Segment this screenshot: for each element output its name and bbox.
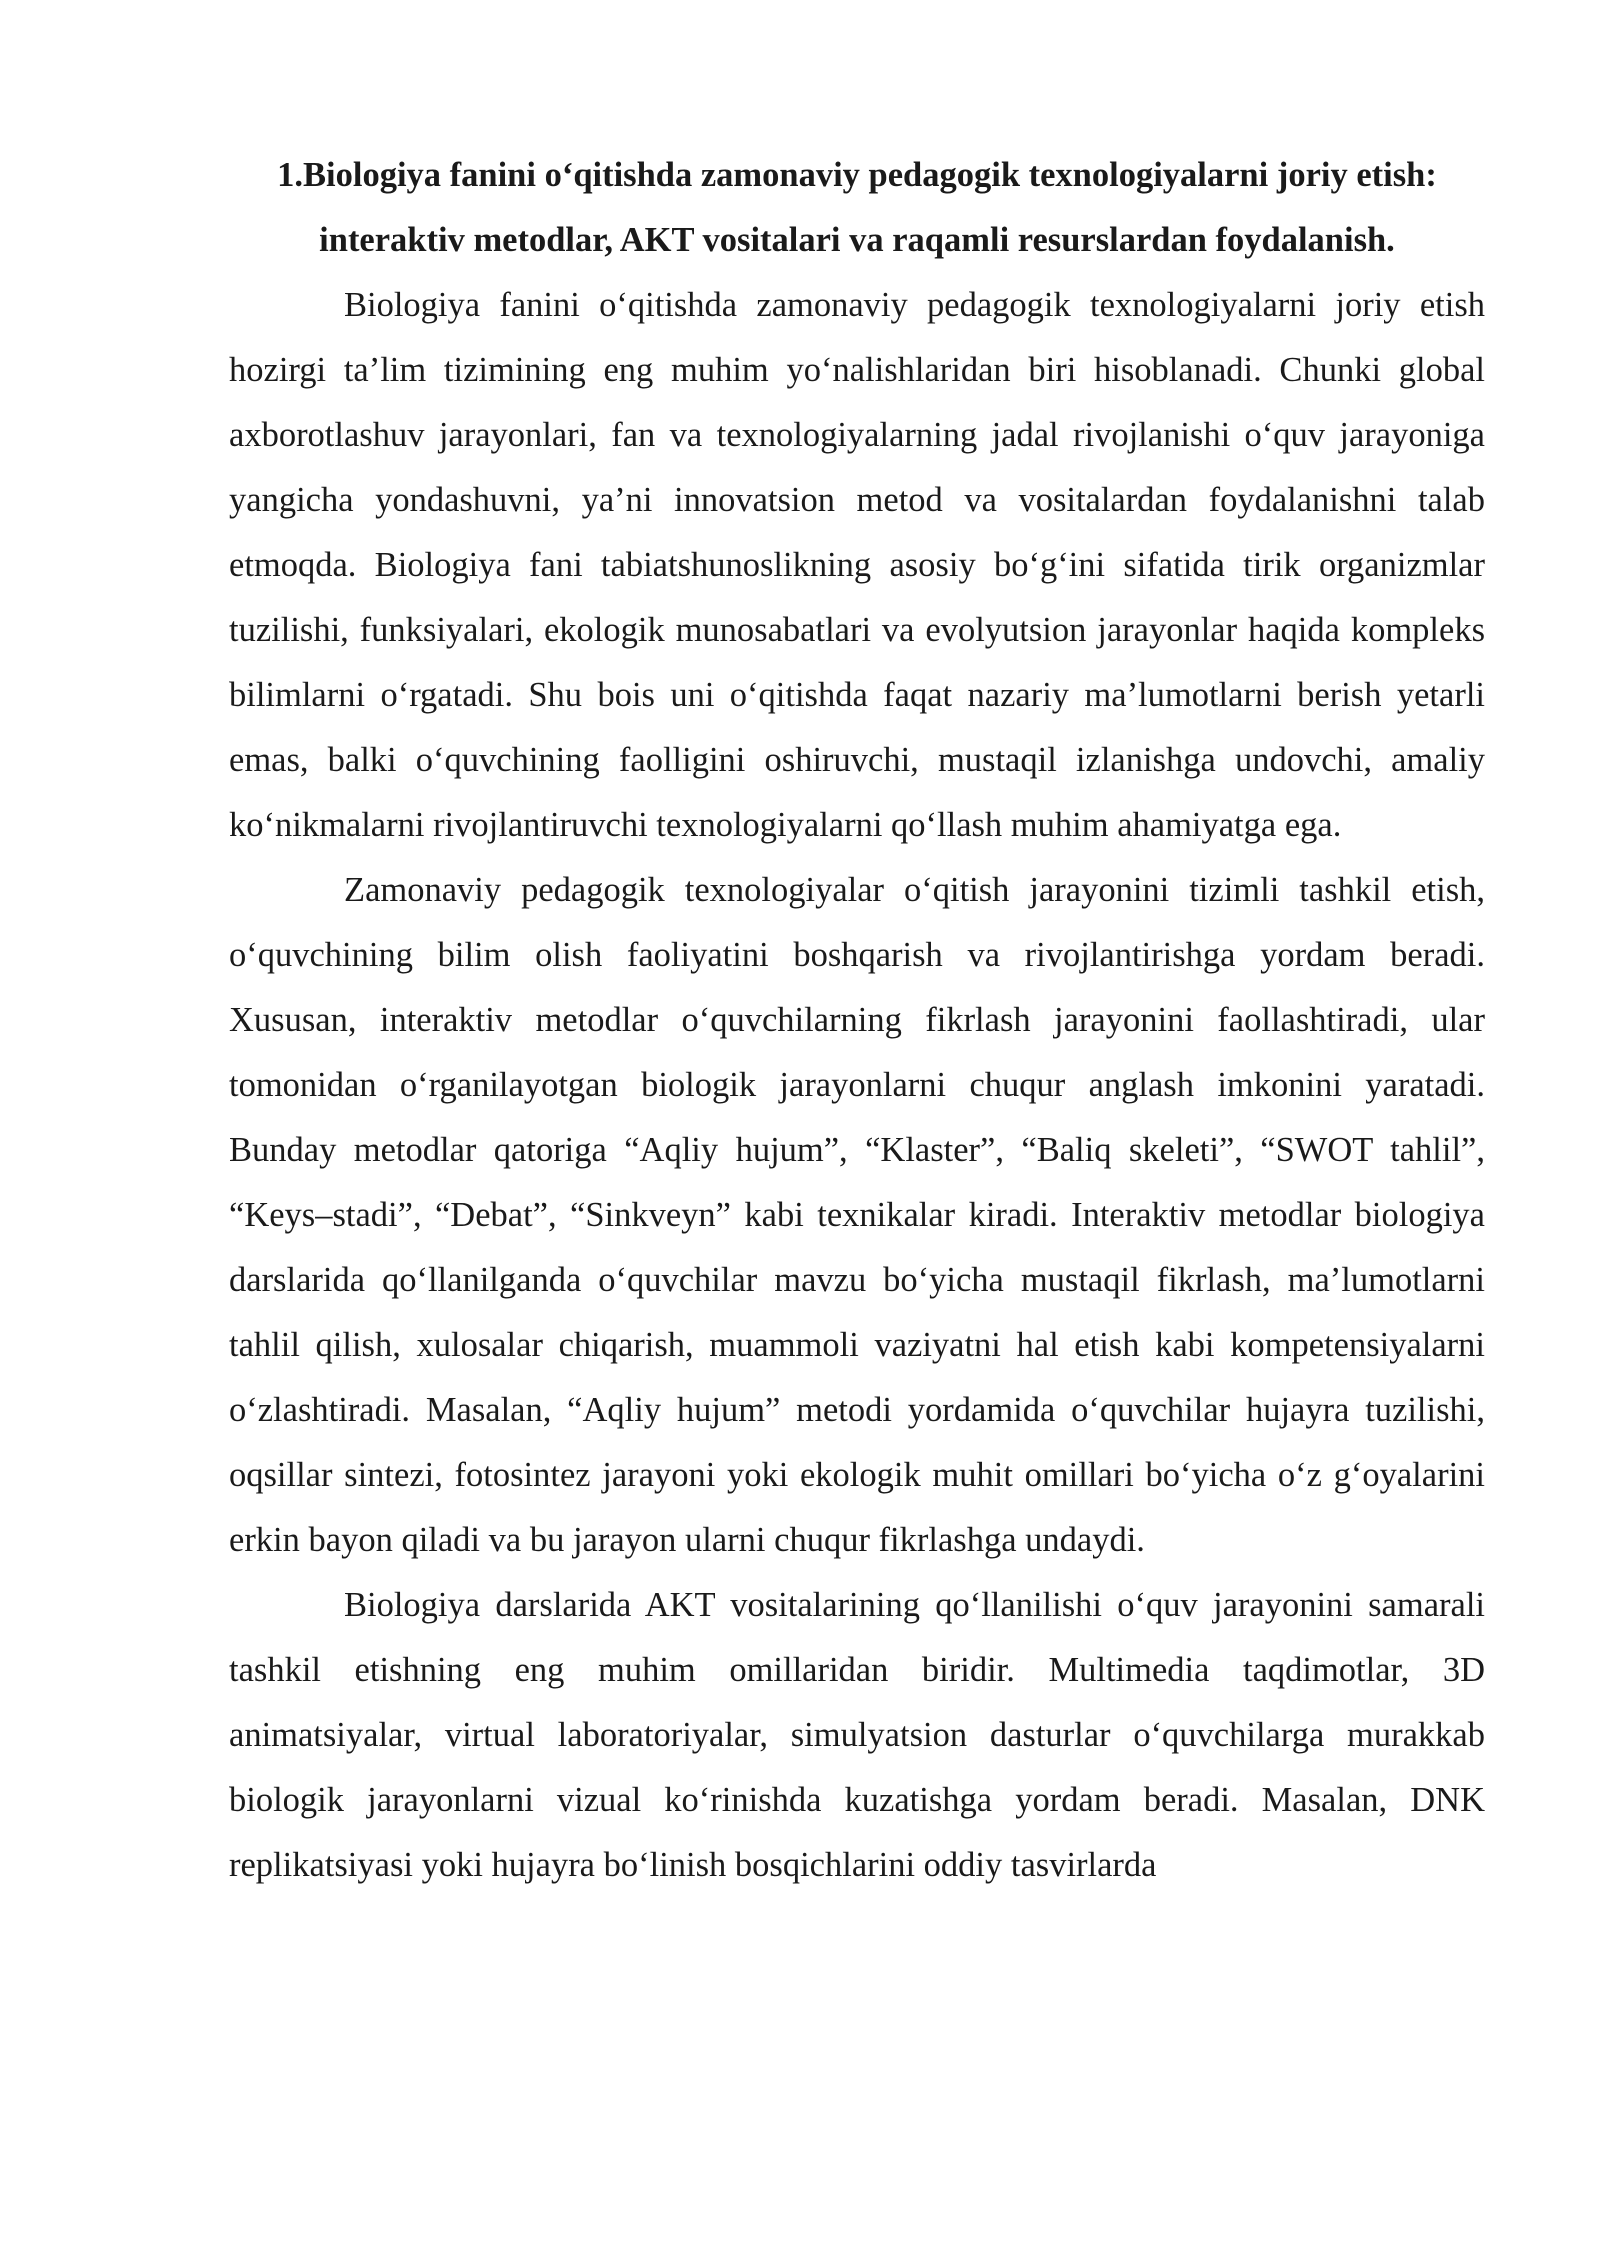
paragraph-1: Biologiya fanini o‘qitishda zamonaviy pedagogik texnologiyalarni joriy etish hozirgi ta’lim tizimining eng muhim yo‘nalishlaridan biri hisoblanadi. Chunki global axborotlashuv jarayonlari, fan va texnologiyalarning jadal rivojlanishi o‘quv jarayoniga yangicha yondashuvni, ya’ni innovatsion metod va vositalardan foydalanishni talab etmoqda. Biologiya fani tabiatshunoslikning asosiy bo‘g‘ini sifatida tirik organizmlar tuzilishi, funksiyalari, ekologik munosabatlari va evolyutsion jarayonlar haqida kompleks bilimlarni o‘rgatadi. Shu bois uni o‘qitishda faqat nazariy ma’lumotlarni berish yetarli emas, balki o‘quvchining faolligini oshiruvchi, mustaqil izlanishga undovchi, amaliy ko‘nikmalarni rivojlantiruvchi texnologiyalarni qo‘llash muhim ahamiyatga ega.: [229, 286, 1485, 844]
document-title: 1.Biologiya fanini o‘qitishda zamonaviy pedagogik texnologiyalarni joriy etish: interaktiv metodlar, AKT vositalari va raqamli resurslardan foydalanish.: [277, 156, 1437, 259]
paragraph-3: Biologiya darslarida AKT vositalarining qo‘llanilishi o‘quv jarayonini samarali tashkil etishning eng muhim omillaridan biridir. Multimedia taqdimotlar, 3D animatsiyalar, virtual laboratoriyalar, simulyatsion dasturlar o‘quvchilarga murakkab biologik jarayonlarni vizual ko‘rinishda kuzatishga yordam beradi. Masalan, DNK replikatsiyasi yoki hujayra bo‘linish bosqichlarini oddiy tasvirlarda: [229, 1586, 1485, 1884]
document-body: [229, 143, 1485, 1898]
paragraph-2: Zamonaviy pedagogik texnologiyalar o‘qitish jarayonini tizimli tashkil etish, o‘quvchining bilim olish faoliyatini boshqarish va rivojlantirishga yordam beradi. Xususan, interaktiv metodlar o‘quvchilarning fikrlash jarayonini faollashtiradi, ular tomonidan o‘rganilayotgan biologik jarayonlarni chuqur anglash imkonini yaratadi. Bunday metodlar qatoriga “Aqliy hujum”, “Klaster”, “Baliq skeleti”, “SWOT tahlil”, “Keys–stadi”, “Debat”, “Sinkveyn” kabi texnikalar kiradi. Interaktiv metodlar biologiya darslarida qo‘llanilganda o‘quvchilar mavzu bo‘yicha mustaqil fikrlash, ma’lumotlarni tahlil qilish, xulosalar chiqarish, muammoli vaziyatni hal etish kabi kompetensiyalarni o‘zlashtiradi. Masalan, “Aqliy hujum” metodi yordamida o‘quvchilar hujayra tuzilishi, oqsillar sintezi, fotosintez jarayoni yoki ekologik muhit omillari bo‘yicha o‘z g‘oyalarini erkin bayon qiladi va bu jarayon ularni chuqur fikrlashga undaydi.: [229, 871, 1485, 1559]
